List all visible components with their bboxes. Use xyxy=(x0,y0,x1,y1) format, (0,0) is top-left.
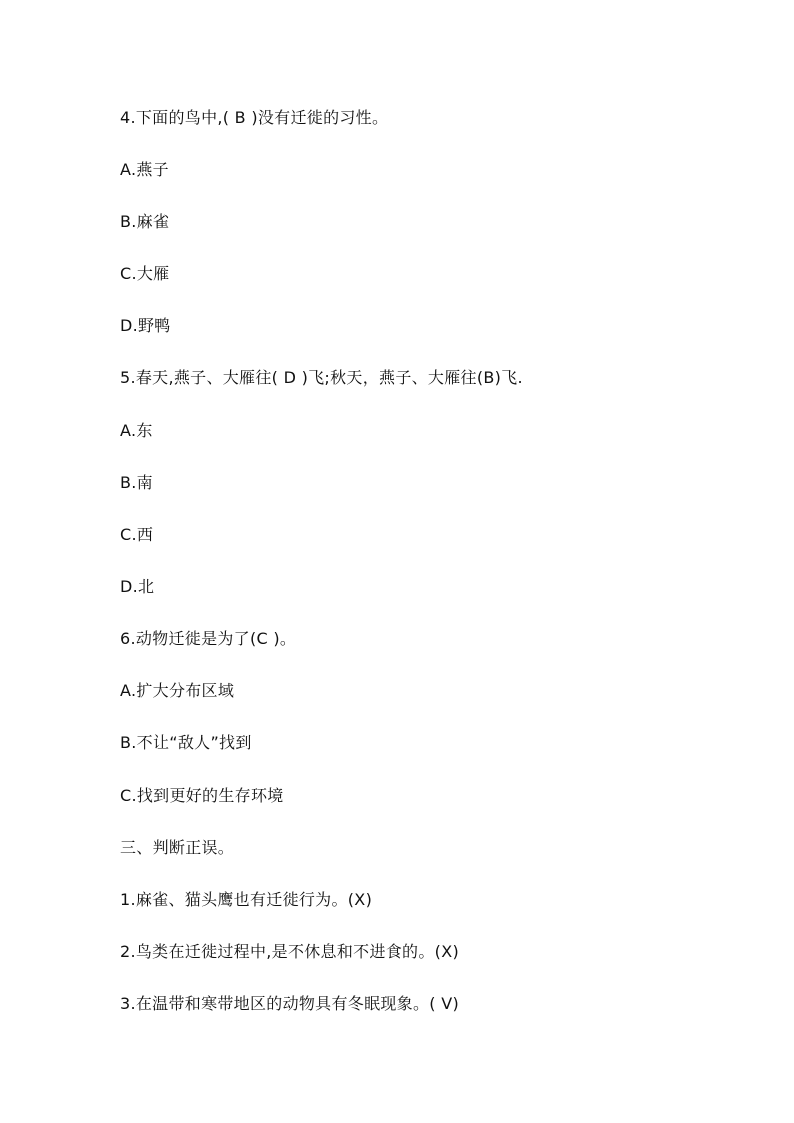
option-c: C.找到更好的生存环境 xyxy=(120,786,284,805)
option-a: A.燕子 xyxy=(120,160,169,179)
question-4: 4.下面的鸟中,( B )没有迁徙的习性。 xyxy=(120,108,389,127)
section-heading: 三、判断正误。 xyxy=(120,838,235,857)
option-b: B.麻雀 xyxy=(120,212,170,231)
judgment-1: 1.麻雀、猫头鹰也有迁徙行为。(X) xyxy=(120,890,373,909)
option-d: D.北 xyxy=(120,577,155,596)
option-b: B.不让“敌人”找到 xyxy=(120,733,252,752)
option-b: B.南 xyxy=(120,473,153,492)
judgment-3: 3.在温带和寒带地区的动物具有冬眠现象。( V) xyxy=(120,994,459,1013)
option-a: A.东 xyxy=(120,421,153,440)
question-5: 5.春天,燕子、大雁往( D )飞;秋天，燕子、大雁往(B)飞. xyxy=(120,368,523,387)
option-d: D.野鸭 xyxy=(120,316,171,335)
option-c: C.大雁 xyxy=(120,264,170,283)
option-a: A.扩大分布区域 xyxy=(120,681,235,700)
option-c: C.西 xyxy=(120,525,154,544)
question-6: 6.动物迁徙是为了(C )。 xyxy=(120,629,297,648)
judgment-2: 2.鸟类在迁徙过程中,是不休息和不进食的。(X) xyxy=(120,942,459,961)
